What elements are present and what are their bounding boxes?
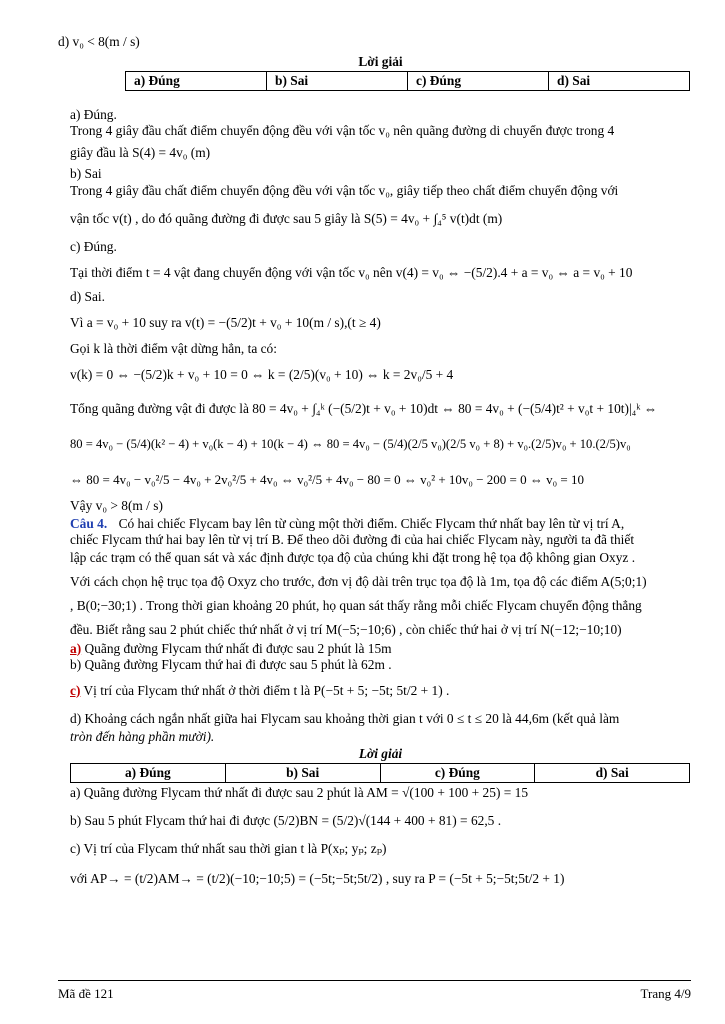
explain-a-label: a) Đúng.	[70, 107, 117, 123]
option-d-previous: d) v₀ < 8(m / s)	[58, 34, 140, 49]
question-4-line5: , B(0;−30;1) . Trong thời gian khoảng 20 phút, họ quan sát thấy rằng mỗi chiếc Flycam chuyển động thẳng	[70, 598, 642, 614]
explain-d-text3: v(k) = 0 ⇔ −(5/2)k + v₀ + 10 = 0 ⇔ k = (2/5)(v₀ + 10) ⇔ k = 2v₀/5 + 4	[70, 367, 454, 383]
question-4-line2: chiếc Flycam thứ hai bay lên từ vị trí B. Để theo dõi đường đi của hai chiếc Flycam này, người ta đã thiết	[70, 532, 635, 548]
question-4-option-a: a) Quãng đường Flycam thứ nhất đi được sau 2 phút là 15m	[70, 640, 392, 656]
option-c-marker: c)	[70, 682, 81, 698]
solution2-a-text: a) Quãng đường Flycam thứ nhất đi được sau 2 phút là AM = √(100 + 100 + 25) = 15	[70, 785, 529, 801]
question-4-option-c: c) Vị trí của Flycam thứ nhất ở thời điểm t là P(−5t + 5; −5t; 5t/2 + 1) .	[70, 682, 450, 698]
explain-d-text6: ⇔ 80 = 4v₀ − v₀²/5 − 4v₀ + 2v₀²/5 + 4v₀ ⇔ v₀²/5 + 4v₀ − 80 = 0 ⇔ v₀² + 10v₀ − 200 = 0 ⇔ v₀ = 10	[70, 472, 584, 488]
question-4-option-b: b) Quãng đường Flycam thứ hai đi được sau 5 phút là 62m .	[70, 656, 392, 672]
explain-d-text2: Gọi k là thời điểm vật dừng hẳn, ta có:	[70, 341, 277, 357]
solution2-c-text1: c) Vị trí của Flycam thứ nhất sau thời gian t là P(xₚ; yₚ; zₚ)	[70, 841, 387, 857]
exam-code: Mã đề 121	[58, 986, 114, 1001]
answer2-cell-d: d) Sai	[535, 763, 690, 782]
option-a-marker: a)	[70, 640, 82, 656]
explain-c-text: Tại thời điểm t = 4 vật đang chuyển động với vận tốc v₀ nên v(4) = v₀ ⇔ −(5/2).4 + a = v₀ ⇔ a = v₀ + 10	[70, 264, 633, 280]
question-4-line3: lập các trạm có thể quan sát và xác định được tọa độ của chúng khi đặt trong hệ tọa độ không gian Oxyz .	[70, 550, 636, 566]
explain-b-text1: Trong 4 giây đầu chất điểm chuyển động đều với vận tốc v₀, giây tiếp theo chất điểm chuyển động với	[70, 182, 619, 198]
explain-d-text4: Tổng quãng đường vật đi được là 80 = 4v₀ + ∫₄ᵏ (−(5/2)t + v₀ + 10)dt ⇔ 80 = 4v₀ + (−(5/4)t² + v₀t + 10t)|₄ᵏ ⇔	[70, 401, 658, 417]
question-4-line6: đều. Biết rằng sau 2 phút chiếc thứ nhất ở vị trí M(−5;−10;6) , còn chiếc thứ hai ở vị trí N(−12;−10;10)	[70, 622, 622, 638]
explain-a-text1: Trong 4 giây đầu chất điểm chuyển động đều với vận tốc v₀ nên quãng đường di chuyển được trong 4	[70, 123, 615, 139]
answer-cell-c: c) Đúng	[408, 72, 549, 91]
explain-a-text2: giây đầu là S(4) = 4v₀ (m)	[70, 145, 211, 161]
solution2-b-text: b) Sau 5 phút Flycam thứ hai đi được (5/2)BN = (5/2)√(144 + 400 + 81) = 62,5 .	[70, 813, 502, 829]
page-number: Trang 4/9	[640, 986, 691, 1001]
explain-b-text2: vận tốc v(t) , do đó quãng đường đi được sau 5 giây là S(5) = 4v₀ + ∫₄⁵ v(t)dt (m)	[70, 210, 503, 226]
answer2-cell-c: c) Đúng	[380, 763, 535, 782]
answer2-cell-a: a) Đúng	[71, 763, 226, 782]
solution2-heading: Lời giải	[358, 745, 403, 761]
explain-d-text1: Vì a = v₀ + 10 suy ra v(t) = −(5/2)t + v₀ + 10(m / s),(t ≥ 4)	[70, 314, 381, 330]
answer-cell-a: a) Đúng	[126, 72, 267, 91]
page-footer	[58, 980, 691, 1002]
explain-d-text5: 80 = 4v₀ − (5/4)(k² − 4) + v₀(k − 4) + 10(k − 4) ⇔ 80 = 4v₀ − (5/4)(2/5 v₀)(2/5 v₀ + 8) + v₀.(2/5)v₀ + 10.(2/5)v₀	[70, 437, 631, 452]
explain-b-label: b) Sai	[70, 166, 102, 182]
question-4-line1: Câu 4. Có hai chiếc Flycam bay lên từ cùng một thời điểm. Chiếc Flycam thứ nhất bay lên từ vị trí A,	[70, 516, 625, 532]
solution-heading: Lời giải	[358, 54, 403, 70]
answer-table-2	[70, 763, 690, 783]
question-4-option-d-line1: d) Khoảng cách ngắn nhất giữa hai Flycam sau khoảng thời gian t với 0 ≤ t ≤ 20 là 44,6m (kết quả làm	[70, 710, 620, 726]
explain-c-label: c) Đúng.	[70, 238, 117, 254]
question-4-line4: Với cách chọn hệ trục tọa độ Oxyz cho trước, đơn vị độ dài trên trục tọa độ là 1m, tọa độ các điểm A(5;0;1)	[70, 574, 647, 590]
answer-cell-b: b) Sai	[267, 72, 408, 91]
answer-table	[125, 71, 690, 91]
solution2-c-text2: với AP→ = (t/2)AM→ = (t/2)(−10;−10;5) = (−5t;−5t;5t/2) , suy ra P = (−5t + 5;−5t;5t/2 + 1)	[70, 871, 565, 887]
question-4-option-d-line2: tròn đến hàng phần mười).	[70, 728, 215, 744]
answer2-cell-b: b) Sai	[225, 763, 380, 782]
question-4-label: Câu 4.	[70, 516, 108, 532]
explain-d-label: d) Sai.	[70, 288, 105, 304]
explain-d-conclusion: Vậy v₀ > 8(m / s)	[70, 497, 163, 513]
answer-cell-d: d) Sai	[549, 72, 690, 91]
